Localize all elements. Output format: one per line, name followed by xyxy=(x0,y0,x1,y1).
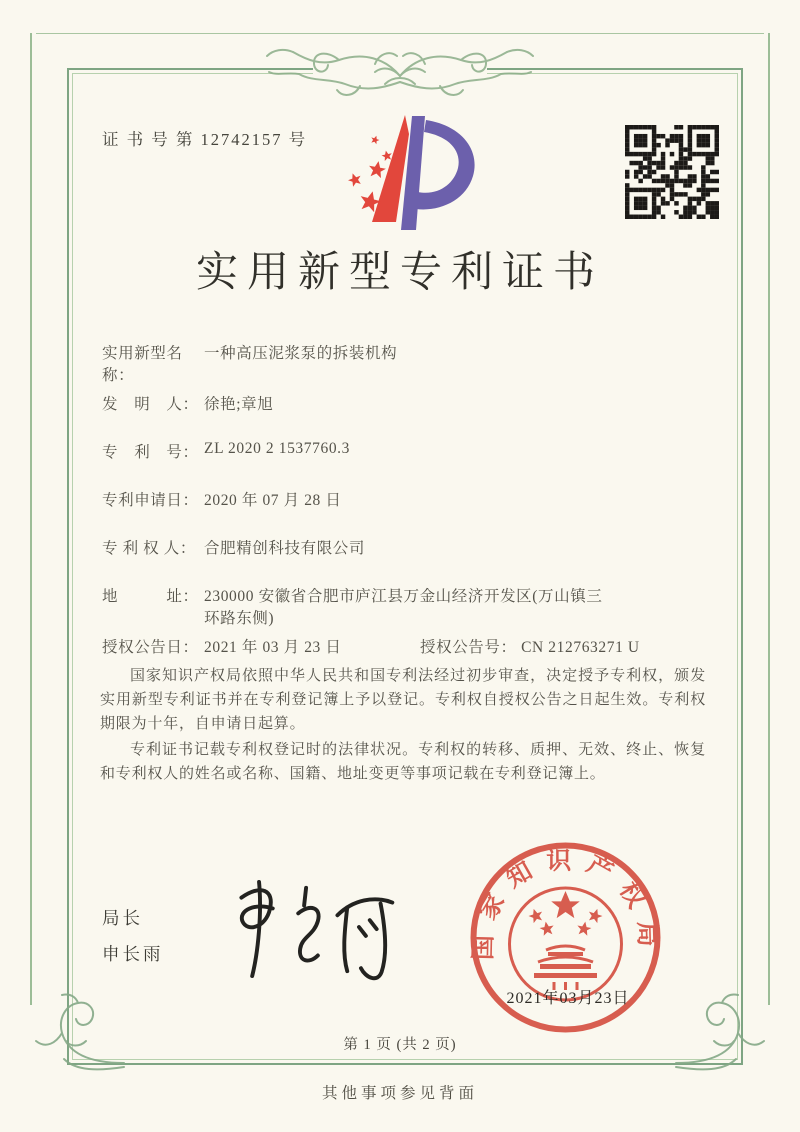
field-label: 授权公告日： xyxy=(102,639,199,656)
legal-paragraph-2: 专利证书记载专利权登记时的法律状况。专利权的转移、质押、无效、终止、恢复和专利权人的姓名或名称、国籍、地址变更等事项记载在专利登记簿上。 xyxy=(100,742,706,782)
legal-paragraph-1: 国家知识产权局依照中华人民共和国专利法经过初步审查，决定授予专利权，颁发实用新型专利证书并在专利登记簿上予以登记。专利权自授权公告之日起生效。专利权期限为十年，自申请日起算。 xyxy=(100,668,706,732)
address-line-2: 环路东侧) xyxy=(204,610,275,627)
field-value: ZL 2020 2 1537760.3 xyxy=(204,440,351,457)
director-signature-icon xyxy=(212,876,408,984)
certificate-number: 证 书 号 第 12742157 号 xyxy=(102,130,308,149)
field-patent-number xyxy=(102,440,706,462)
director-title: 局长 xyxy=(102,908,143,928)
director-name: 申长雨 xyxy=(102,944,164,964)
cnipa-logo-icon xyxy=(330,110,482,236)
outer-border-left-line xyxy=(30,33,32,1005)
field-grant-number xyxy=(420,635,640,657)
qr-code xyxy=(625,125,719,219)
field-label: 专利申请日： xyxy=(102,492,199,509)
field-label: 地 址： xyxy=(102,588,199,605)
field-filing-date xyxy=(102,488,706,510)
field-value: 徐艳;章旭 xyxy=(204,396,274,413)
top-ornament-flourish-icon xyxy=(265,24,535,110)
field-label: 专 利 号： xyxy=(102,444,199,461)
seal-date: 2021年03月23日 xyxy=(506,990,630,1007)
field-value: 合肥精创科技有限公司 xyxy=(204,540,366,557)
field-patentee xyxy=(102,536,706,558)
page-number: 第 1 页 (共 2 页) xyxy=(343,1037,457,1053)
outer-border-right-line xyxy=(768,33,770,1005)
field-utility-model-name xyxy=(102,341,706,385)
field-label: 发 明 人： xyxy=(102,396,199,413)
field-value: 一种高压泥浆泵的拆装机构 xyxy=(204,345,398,362)
seal-text: 国家知识产权局 xyxy=(470,847,661,961)
field-label: 实用新型名称： xyxy=(102,345,183,384)
field-value: 2020 年 07 月 28 日 xyxy=(204,492,342,509)
field-address xyxy=(102,584,706,628)
field-value: 2021 年 03 月 23 日 xyxy=(204,639,342,656)
legal-text-block xyxy=(100,664,706,788)
address-line-1: 230000 安徽省合肥市庐江县万金山经济开发区(万山镇三 xyxy=(204,588,603,605)
field-inventor xyxy=(102,392,706,414)
field-value: CN 212763271 U xyxy=(521,639,640,656)
back-side-note: 其他事项参见背面 xyxy=(321,1085,478,1102)
field-label: 授权公告号： xyxy=(420,639,517,656)
field-label: 专 利 权 人： xyxy=(102,540,196,557)
certificate-title: 实用新型专利证书 xyxy=(195,250,604,296)
field-value xyxy=(204,584,706,628)
